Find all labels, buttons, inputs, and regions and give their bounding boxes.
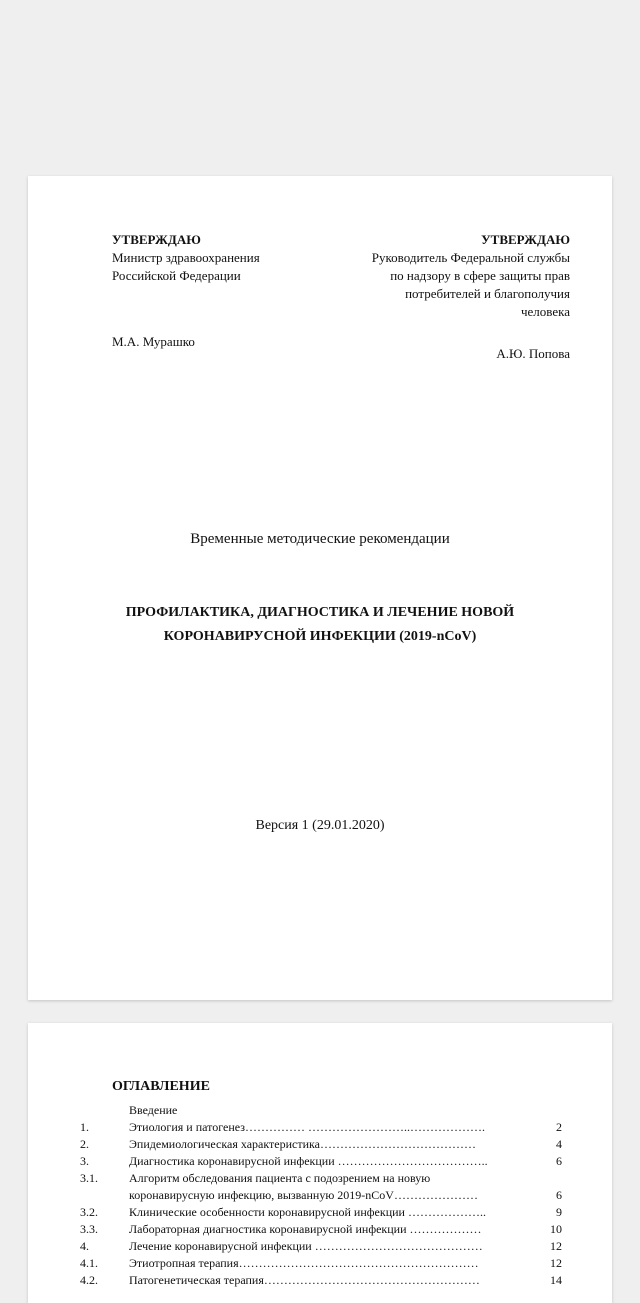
right-position-line-1: Руководитель Федеральной службы bbox=[371, 250, 570, 265]
toc-heading: ОГЛАВЛЕНИЕ bbox=[112, 1079, 210, 1094]
toc-entry-number: 4.1. bbox=[80, 1256, 98, 1270]
toc-entry-page: 9 bbox=[556, 1205, 562, 1219]
toc-entry-text[interactable]: Клинические особенности коронавирусной инфекции ……………….. bbox=[129, 1205, 486, 1219]
toc-entry-text[interactable]: Диагностика коронавирусной инфекции ……………………………….. bbox=[129, 1154, 488, 1168]
toc-entry-page: 12 bbox=[550, 1239, 562, 1253]
toc-entry-number: 4. bbox=[80, 1239, 89, 1253]
document-page-1 bbox=[28, 176, 612, 1000]
toc-entry-text-continuation[interactable]: коронавирусную инфекцию, вызванную 2019-nCoV………………… bbox=[129, 1188, 478, 1202]
toc-entry-number: 3.3. bbox=[80, 1222, 98, 1236]
right-position-line-3: потребителей и благополучия bbox=[405, 286, 570, 301]
toc-entry-text[interactable]: Эпидемиологическая характеристика………………………………… bbox=[129, 1137, 476, 1151]
toc-entry-page: 4 bbox=[556, 1137, 562, 1151]
toc-entry-number: 3. bbox=[80, 1154, 89, 1168]
toc-intro: Введение bbox=[129, 1103, 178, 1117]
toc-entry-page: 6 bbox=[556, 1154, 562, 1168]
toc-entry-page: 12 bbox=[550, 1256, 562, 1270]
document-subtitle: Временные методические рекомендации bbox=[190, 531, 450, 547]
left-position-line-2: Российской Федерации bbox=[112, 268, 241, 283]
toc-entry-page: 14 bbox=[550, 1273, 562, 1287]
left-position-line-1: Министр здравоохранения bbox=[112, 250, 260, 265]
toc-entry-page: 2 bbox=[556, 1120, 562, 1134]
toc-entry-number: 3.1. bbox=[80, 1171, 98, 1185]
toc-entry-number: 2. bbox=[80, 1137, 89, 1151]
right-position-line-4: человека bbox=[520, 304, 570, 319]
toc-entry-text[interactable]: Лечение коронавирусной инфекции …………………………………… bbox=[129, 1239, 483, 1253]
document-version: Версия 1 (29.01.2020) bbox=[255, 818, 385, 833]
left-signatory: М.А. Мурашко bbox=[112, 334, 195, 349]
toc-entry-number: 3.2. bbox=[80, 1205, 98, 1219]
toc-entry-text[interactable]: Этиотропная терапия…………………………………………………… bbox=[129, 1256, 479, 1270]
document-title-line-2: КОРОНАВИРУСНОЙ ИНФЕКЦИИ (2019-nCoV) bbox=[163, 629, 477, 644]
toc-entry-text[interactable]: Лабораторная диагностика коронавирусной инфекции ……………… bbox=[129, 1222, 482, 1236]
left-approval-heading: УТВЕРЖДАЮ bbox=[112, 232, 201, 247]
toc-entry-page: 10 bbox=[550, 1222, 562, 1236]
right-approval-heading: УТВЕРЖДАЮ bbox=[481, 232, 570, 247]
right-position-line-2: по надзору в сфере защиты прав bbox=[390, 268, 570, 283]
toc-entry-text[interactable]: Патогенетическая терапия……………………………………………… bbox=[129, 1273, 480, 1287]
document-page-2 bbox=[28, 1023, 612, 1303]
toc-entry-text[interactable]: Алгоритм обследования пациента с подозрением на новую bbox=[129, 1171, 431, 1185]
right-signatory: А.Ю. Попова bbox=[496, 346, 570, 361]
toc-entry-number: 4.2. bbox=[80, 1273, 98, 1287]
document-title-line-1: ПРОФИЛАКТИКА, ДИАГНОСТИКА И ЛЕЧЕНИЕ НОВОЙ bbox=[125, 605, 515, 620]
toc-entry-number: 1. bbox=[80, 1120, 89, 1134]
toc-entry-text[interactable]: Этиология и патогенез…………… ……………………..………………. bbox=[129, 1120, 485, 1134]
toc-entry-page: 6 bbox=[556, 1188, 562, 1202]
